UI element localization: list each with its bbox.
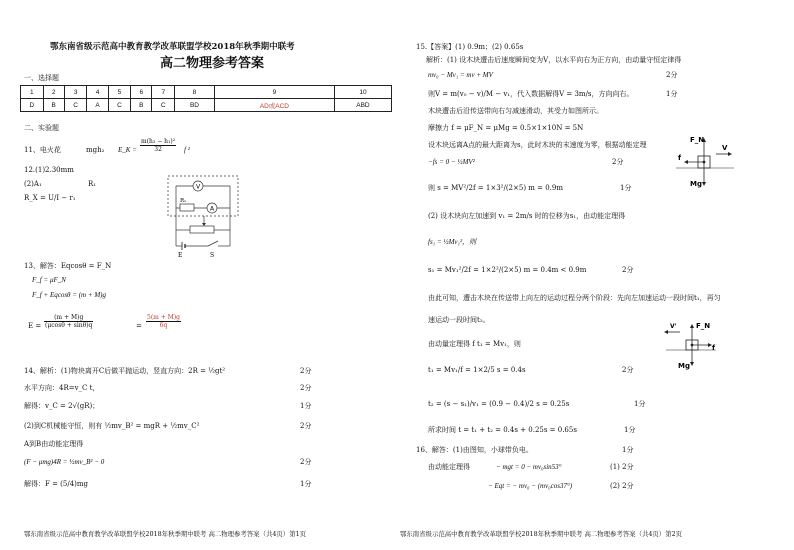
q16-eq2: − Eqt = − mv₀ − (mv₀cos37°) — [488, 482, 573, 490]
q15-score7: 1分 — [634, 400, 646, 408]
q13-step2: F_f = μF_N — [32, 276, 66, 284]
q13-result — [146, 314, 181, 329]
q16-eq1: − mgt = 0 − mv₀sin53° — [496, 463, 562, 471]
q15-eq9: 所求时间 t = t₁ + t₂ = 0.4s + 0.25s = 0.65s — [428, 426, 577, 434]
q14-step6: (F − μmg)4R = ½mv_B² − 0 — [24, 458, 105, 466]
q15-eq7: t₁ = Mv₁/f = 1×2/5 s = 0.4s — [428, 366, 526, 374]
table-cell: 6 — [131, 86, 152, 99]
q11-f2: f ² — [184, 146, 190, 154]
q13-equals: = — [136, 322, 142, 330]
q16-score2: (1) 2分 — [610, 463, 634, 471]
q13-numerator: (m + M)g — [44, 314, 93, 322]
q12-formula: R_X = U/I − r₁ — [24, 194, 76, 202]
answer-table — [20, 85, 392, 112]
q14-step4: (2)到C机械能守恒，则有 ½mv_B² = mgR + ½mv_C² — [24, 422, 200, 430]
resistor-label: Rₓ — [180, 198, 187, 204]
table-cell: AD或ACD — [214, 99, 334, 112]
fn-label: F_N — [690, 136, 705, 144]
q15-score3: 2分 — [612, 158, 624, 166]
q14-step2: 水平方向：4R=v_C t， — [24, 384, 100, 392]
battery-label: E — [178, 252, 183, 258]
q15-score1: 2分 — [666, 71, 678, 79]
section-choice: 一、选择题 — [24, 74, 59, 82]
q15-intro: 解析：(1) 设木块遭击后速度瞬间变为V，以水平向右为正方向，由动量守恒定律得 — [426, 56, 682, 64]
q15-score5: 2分 — [622, 266, 634, 274]
force-diagram-1 — [676, 132, 736, 190]
q13-e: E = — [28, 322, 42, 330]
switch-label: S — [210, 252, 215, 258]
q14-score1: 2分 — [300, 367, 312, 375]
q16-step1: 16、解答：(1)由图知，小球带负电。 — [416, 446, 533, 454]
force-diagram-2 — [660, 320, 720, 370]
table-cell: 10 — [334, 86, 391, 99]
q12-part2-r: R₁ — [88, 180, 97, 188]
table-cell: 7 — [152, 86, 175, 99]
table-cell: A — [87, 99, 108, 112]
q15-text4: 由此可知，遭击木块在传送带上向左的运动过程分两个阶段：先向左加速运动一段时间t₁，再匀 — [428, 294, 721, 302]
q14-step1: 14、解析：(1)物块离开C后做平抛运动，竖直方向：2R = ½gt² — [24, 367, 226, 375]
ammeter-label: A — [210, 205, 215, 213]
table-cell: 9 — [214, 86, 334, 99]
fn2-label: F_N — [696, 322, 711, 330]
q15-friction: 摩擦力 f = μF_N = μMg = 0.5×1×10N = 5N — [428, 124, 584, 132]
table-cell: B — [43, 99, 64, 112]
q15-eq6: s₁ = Mv₁²/2f = 1×2²/(2×5) m = 0.4m < 0.9m — [428, 266, 587, 274]
q14-step5: A到B由动能定理得 — [24, 440, 84, 448]
q15-score8: 1分 — [624, 426, 636, 434]
table-cell: 2 — [43, 86, 64, 99]
q14-score6: 2分 — [300, 458, 312, 466]
q15-eq4: 则 s = MV²/2f = 1×3²/(2×5) m = 0.9m — [428, 184, 563, 192]
answer-table-answers — [21, 99, 392, 112]
table-cell: 3 — [64, 86, 87, 99]
table-cell: C — [108, 99, 131, 112]
q13-step3: F_f + Eqcosθ = (m + M)g — [32, 291, 106, 299]
q15-text1: 木块遭击后沿传送带向右匀减速滑动，其受力如图所示。 — [428, 107, 603, 115]
mg-label: Mg — [690, 180, 702, 188]
q15-eq2: 则V = m(v₀ − v)/M − v₁，代入数据解得V = 3m/s，方向向右。 — [428, 90, 634, 98]
q15-eq8: t₂ = (s − s₁)/v₁ = (0.9 − 0.4)/2 s = 0.25s — [428, 400, 570, 408]
table-cell: 8 — [175, 86, 215, 99]
q11-fraction — [140, 138, 176, 153]
table-cell: 5 — [108, 86, 131, 99]
q11-denominator: 32 — [154, 146, 162, 153]
f2-label: f — [712, 344, 716, 352]
q11-answer-b: mgh₂ — [86, 146, 105, 154]
table-cell: C — [152, 99, 175, 112]
table-cell: B — [131, 99, 152, 112]
table-cell: BD — [175, 99, 215, 112]
q16-step2: 由动能定理得 — [428, 463, 470, 471]
q14-score2: 2分 — [300, 384, 312, 392]
q15-text2: 设木块远离A点的最大距离为s，此时木块的末速度为零，根据动能定理 — [428, 141, 647, 149]
f-label: f — [678, 154, 682, 162]
q14-step3: 解得：v_C = 2√(gR)； — [24, 402, 100, 410]
q15-score4: 1分 — [620, 184, 632, 192]
footer-right: 鄂东南省级示范高中教育教学改革联盟学校2018年秋季期中联考 高二物理参考答案（共4页）第2页 — [400, 530, 683, 538]
mg2-label: Mg — [678, 362, 690, 370]
q13-result-denominator: 6q — [159, 322, 168, 329]
q15-text6: 由动量定理得 f t₁ = Mv₁，则 — [428, 340, 521, 348]
rheostat-icon — [190, 226, 214, 233]
q12-part2-a: (2)A₁ — [24, 180, 42, 188]
resistor-icon — [180, 204, 194, 211]
switch-icon — [208, 241, 218, 246]
q14-score3: 1分 — [300, 402, 312, 410]
q11-label: 11、电火花 — [24, 146, 61, 154]
section-experiment: 二、实验题 — [24, 124, 59, 132]
table-cell: D — [21, 99, 44, 112]
circuit-diagram — [160, 172, 244, 258]
q15-answer: 15.【答案】(1) 0.9m；(2) 0.65s — [416, 43, 524, 51]
q12-part1: 12.(1)2.30mm — [24, 166, 74, 174]
q13-result-numerator: 5(m + M)g — [147, 314, 181, 321]
voltmeter-label: V — [196, 183, 201, 191]
q15-score6: 2分 — [622, 366, 634, 374]
q11-ek: E_K = — [118, 146, 137, 154]
table-cell: 1 — [21, 86, 44, 99]
q11-numerator: m(h₃ − h₁)² — [141, 138, 176, 145]
q13-step1: 13、解答：Eqcosθ = F_N — [24, 262, 112, 270]
q13-fraction — [44, 314, 93, 329]
q15-text5: 速运动一段时间t₂。 — [428, 316, 490, 324]
q15-text3: (2) 设木块向左加速到 v₁ = 2m/s 时的位移为s₁，由动能定理得 — [428, 212, 626, 220]
footer-left: 鄂东南省级示范高中教育教学改革联盟学校2018年秋季期中联考 高二物理参考答案（共4页）第1页 — [24, 530, 307, 538]
q15-eq5: fs₁ = ½Mv₁²，则 — [428, 238, 477, 246]
q14-score7: 1分 — [300, 480, 312, 488]
page-title: 高二物理参考答案 — [160, 56, 265, 71]
table-cell: 4 — [87, 86, 108, 99]
q14-score4: 2分 — [300, 422, 312, 430]
q15-score2: 1分 — [666, 90, 678, 98]
q14-step7: 解得：F = (5/4)mg — [24, 480, 89, 488]
table-cell: ABD — [334, 99, 391, 112]
q16-score3: (2) 2分 — [610, 482, 634, 490]
table-cell: C — [64, 99, 87, 112]
answer-table-numbers — [21, 86, 392, 99]
v2-label: V' — [670, 323, 677, 330]
school-header: 鄂东南省级示范高中教育教学改革联盟学校2018年秋季期中联考 — [50, 42, 295, 52]
v-label: V — [722, 144, 728, 152]
q16-score1: 1分 — [622, 446, 634, 454]
q15-eq1: mv₀ − Mv₁ = mv + MV — [428, 71, 493, 79]
q15-eq3: −fs = 0 − ½MV² — [428, 158, 475, 166]
q13-denominator: (μcosθ + sinθ)q — [45, 322, 93, 329]
